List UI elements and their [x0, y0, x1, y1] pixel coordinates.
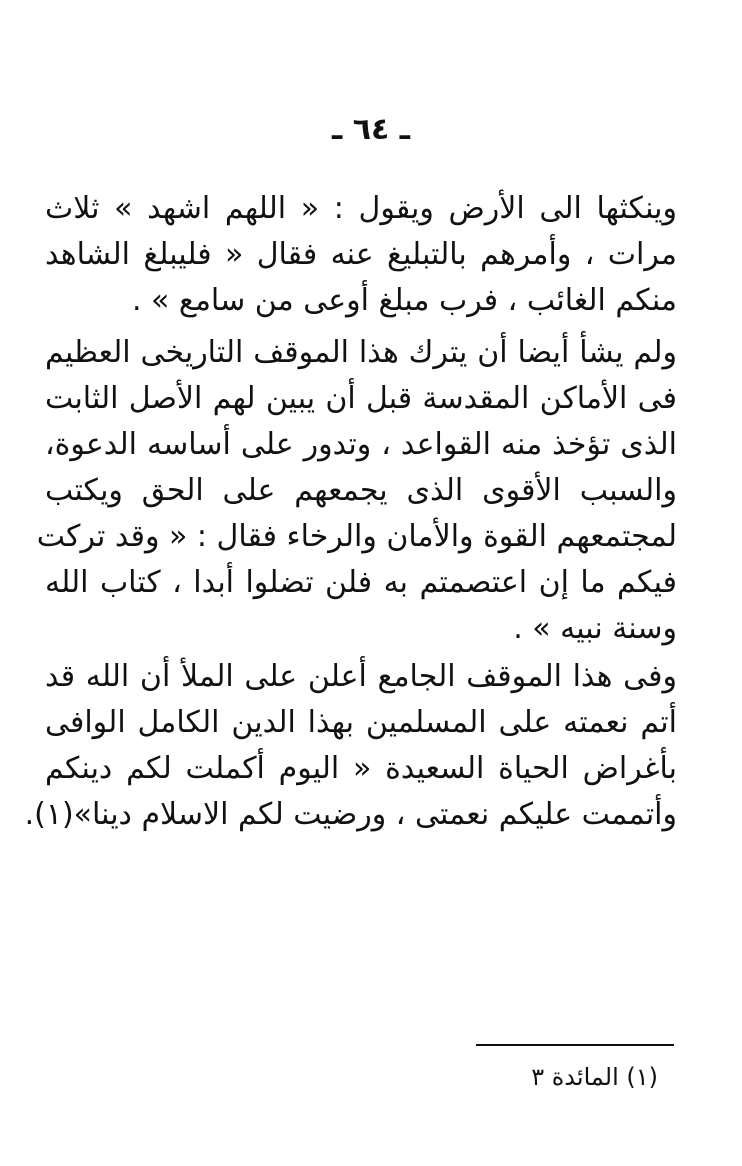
- text-line: مرات ، وأمرهم بالتبليغ عنه فقال « فليبلغ الشاهد: [45, 237, 677, 272]
- text-line: منكم الغائب ، فرب مبلغ أوعى من سامع » .: [131, 283, 677, 318]
- text-line: وأتممت عليكم نعمتى ، ورضيت لكم الاسلام دينا»(١).: [24, 797, 677, 832]
- text-line: أتم نعمته على المسلمين بهذا الدين الكامل الوافى: [45, 705, 677, 740]
- page-number: ـ ٦٤ ـ: [331, 112, 411, 147]
- text-line: وسنة نبيه » .: [513, 611, 677, 646]
- text-line: وفى هذا الموقف الجامع أعلن على الملأ أن الله قد: [45, 659, 677, 694]
- text-line: لمجتمعهم القوة والأمان والرخاء فقال : « وقد تركت: [36, 519, 677, 554]
- text-line: فى الأماكن المقدسة قبل أن يبين لهم الأصل الثابت: [45, 381, 677, 416]
- paragraph-2: [36, 330, 677, 652]
- paragraph-3: [24, 654, 677, 838]
- text-line: ولم يشأ أيضا أن يترك هذا الموقف التاريخى العظيم: [45, 335, 677, 370]
- footnote-divider: [476, 1044, 674, 1046]
- text-line: الذى تؤخذ منه القواعد ، وتدور على أساسه الدعوة،: [45, 427, 677, 462]
- text-line: فيكم ما إن اعتصمتم به فلن تضلوا أبدا ، كتاب الله: [45, 565, 677, 600]
- footnote: (١) المائدة ٣: [531, 1063, 658, 1091]
- paragraph-1: [45, 186, 677, 324]
- text-line: بأغراض الحياة السعيدة « اليوم أكملت لكم دينكم: [45, 751, 677, 786]
- text-line: وينكثها الى الأرض ويقول : « اللهم اشهد » ثلاث: [45, 191, 677, 226]
- text-line: والسبب الأقوى الذى يجمعهم على الحق ويكتب: [45, 473, 677, 508]
